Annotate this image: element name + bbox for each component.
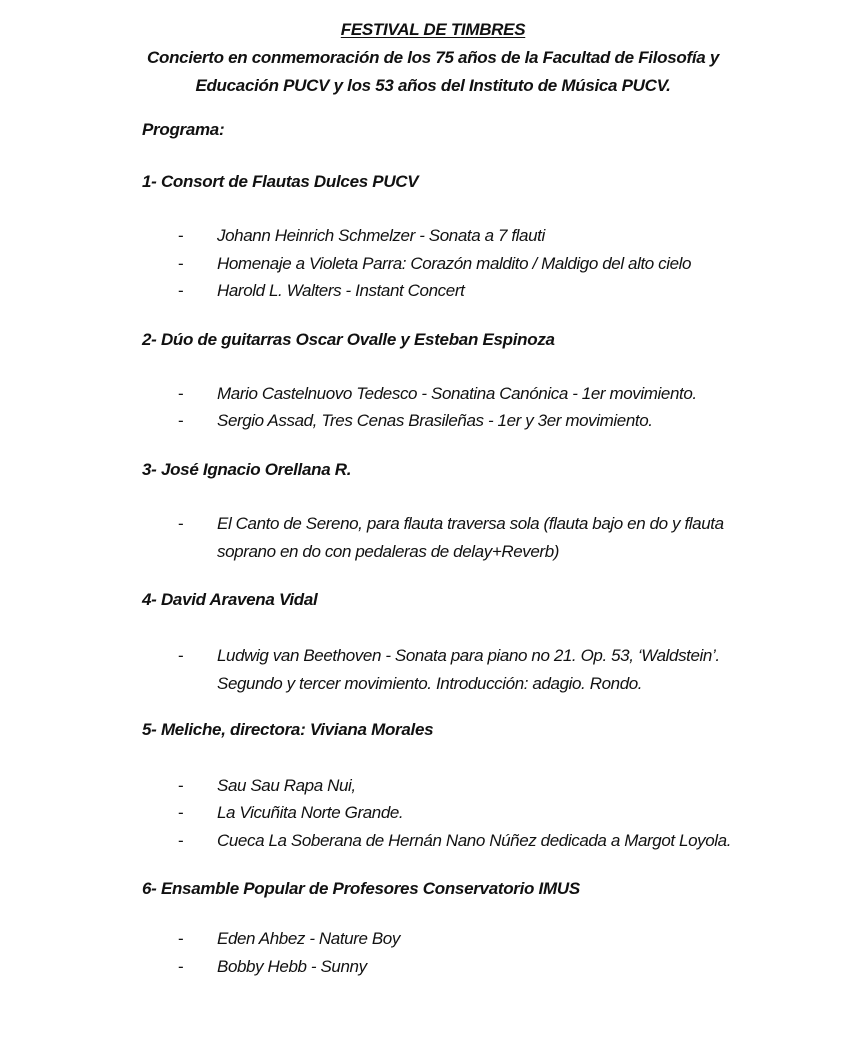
item-text: Eden Ahbez - Nature Boy	[217, 929, 400, 948]
item-text-line-2: Segundo y tercer movimiento. Introducción: adagio. Rondo.	[217, 674, 643, 693]
bullet-dash: -	[178, 957, 184, 976]
bullet-dash: -	[178, 776, 184, 795]
item-text: Sergio Assad, Tres Cenas Brasileñas - 1er y 3er movimiento.	[217, 411, 653, 430]
section-heading-3: 3- José Ignacio Orellana R.	[142, 460, 352, 479]
festival-title: FESTIVAL DE TIMBRES	[340, 20, 526, 39]
item-text: Bobby Hebb - Sunny	[217, 957, 367, 976]
bullet-dash: -	[178, 281, 184, 300]
item-text: Harold L. Walters - Instant Concert	[217, 281, 465, 300]
item-text: Johann Heinrich Schmelzer - Sonata a 7 flauti	[217, 226, 545, 245]
item-text: Mario Castelnuovo Tedesco - Sonatina Canónica - 1er movimiento.	[217, 384, 697, 403]
bullet-dash: -	[178, 254, 184, 273]
bullet-dash: -	[178, 384, 184, 403]
bullet-dash: -	[178, 514, 184, 533]
item-text: La Vicuñita Norte Grande.	[217, 803, 404, 822]
bullet-dash: -	[178, 803, 184, 822]
item-text-line-1: El Canto de Sereno, para flauta traversa sola (flauta bajo en do y flauta	[217, 514, 724, 533]
bullet-dash: -	[178, 226, 184, 245]
section-heading-1: 1- Consort de Flautas Dulces PUCV	[142, 172, 419, 191]
item-text-line-1: Ludwig van Beethoven - Sonata para piano no 21. Op. 53, ‘Waldstein’.	[217, 646, 720, 665]
item-text: Cueca La Soberana de Hernán Nano Núñez dedicada a Margot Loyola.	[217, 831, 732, 850]
item-text: Homenaje a Violeta Parra: Corazón maldito / Maldigo del alto cielo	[217, 254, 692, 273]
section-heading-4: 4- David Aravena Vidal	[142, 590, 318, 609]
section-heading-5: 5- Meliche, directora: Viviana Morales	[142, 720, 434, 739]
program-label: Programa:	[142, 120, 225, 139]
item-text: Sau Sau Rapa Nui,	[217, 776, 356, 795]
bullet-dash: -	[178, 929, 184, 948]
item-text-line-2: soprano en do con pedaleras de delay+Reverb)	[217, 542, 560, 561]
bullet-dash: -	[178, 411, 184, 430]
bullet-dash: -	[178, 646, 184, 665]
concert-subtitle-line-2: Educación PUCV y los 53 años del Instituto de Música PUCV.	[195, 76, 671, 95]
section-heading-6: 6- Ensamble Popular de Profesores Conservatorio IMUS	[142, 879, 580, 898]
section-heading-2: 2- Dúo de guitarras Oscar Ovalle y Esteban Espinoza	[142, 330, 555, 349]
concert-subtitle-line-1: Concierto en conmemoración de los 75 años de la Facultad de Filosofía y	[147, 48, 719, 67]
bullet-dash: -	[178, 831, 184, 850]
